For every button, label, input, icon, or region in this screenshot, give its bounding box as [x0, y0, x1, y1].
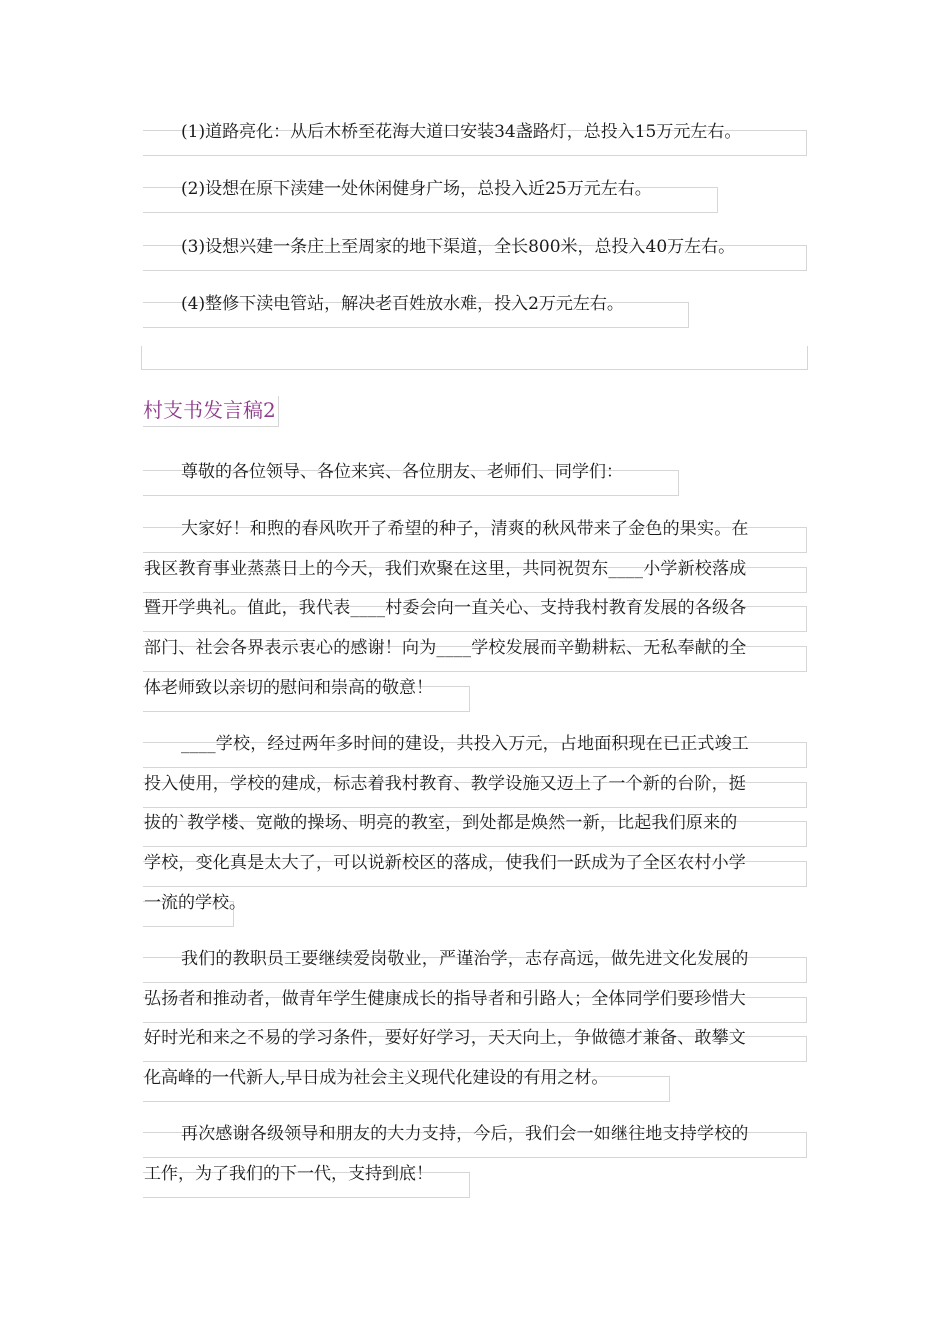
section-title: 村支书发言稿2: [143, 396, 279, 427]
paragraph-line: [143, 734, 807, 768]
paragraph-text: 投入使用，学校的建成，标志着我村教育、教学设施又迈上了一个新的台阶，挺: [144, 774, 746, 794]
paragraph-text: 学校，变化真是太大了，可以说新校区的落成，使我们一跃成为了全区农村小学: [144, 853, 746, 873]
paragraph-text: 我们的教职员工要继续爱岗敬业，严谨治学，志存高远，做先进文化发展的: [181, 949, 749, 969]
paragraph-text: 部门、社会各界表示衷心的感谢！向为____学校发展而辛勤耕耘、无私奉献的全: [144, 638, 747, 658]
paragraph-line: [143, 1028, 807, 1062]
list-item: [143, 179, 718, 213]
paragraph-line: [143, 1124, 807, 1158]
paragraph-text: ____学校，经过两年多时间的建设，共投入万元，占地面积现在已正式竣工: [181, 734, 749, 754]
greeting-line: [143, 462, 679, 496]
paragraph-line: [143, 853, 807, 887]
paragraph-line: [143, 989, 807, 1023]
paragraph-text: 好时光和来之不易的学习条件，要好好学习，天天向上，争做德才兼备、敢攀文: [144, 1028, 746, 1048]
list-item-text: (3)设想兴建一条庄上至周家的地下渠道，全长800米，总投入40万左右。: [181, 237, 736, 257]
paragraph-text: 大家好！和煦的春风吹开了希望的种子，清爽的秋风带来了金色的果实。在: [181, 519, 749, 539]
paragraph-text: 我区教育事业蒸蒸日上的今天，我们欢聚在这里，共同祝贺东____小学新校落成: [144, 559, 747, 579]
paragraph-line: [143, 774, 807, 808]
paragraph-line: [143, 813, 807, 847]
list-item-text: (2)设想在原下渎建一处休闲健身广场，总投入近25万元左右。: [181, 179, 652, 199]
list-item-text: (4)整修下渎电管站，解决老百姓放水难，投入2万元左右。: [181, 294, 624, 314]
paragraph-text: 再次感谢各级领导和朋友的大力支持，今后，我们会一如继往地支持学校的: [181, 1124, 749, 1144]
paragraph-line: [143, 1068, 670, 1102]
list-item-text: (1)道路亮化：从后木桥至花海大道口安装34盏路灯，总投入15万元左右。: [181, 122, 742, 142]
greeting-text: 尊敬的各位领导、各位来宾、各位朋友、老师们、同学们：: [181, 462, 623, 482]
paragraph-line: [143, 1164, 470, 1198]
list-item: [143, 294, 689, 328]
paragraph-line: [143, 559, 807, 593]
paragraph-text: 化高峰的一代新人,早日成为社会主义现代化建设的有用之材。: [144, 1068, 609, 1088]
paragraph-text: 工作，为了我们的下一代，支持到底！: [144, 1164, 433, 1184]
paragraph-line: [143, 949, 807, 983]
empty-block: [141, 346, 808, 370]
paragraph-line: [143, 893, 246, 927]
paragraph-text: 暨开学典礼。值此，我代表____村委会向一直关心、支持我村教育发展的各级各: [144, 598, 747, 618]
list-item: [143, 122, 807, 156]
paragraph-text: 弘扬者和推动者，做青年学生健康成长的指导者和引路人；全体同学们要珍惜大: [144, 989, 746, 1009]
list-item: [143, 237, 807, 271]
paragraph-line: [143, 638, 807, 672]
paragraph-line: [143, 519, 807, 553]
paragraph-text: 拔的`教学楼、宽敞的操场、明亮的教室，到处都是焕然一新，比起我们原来的: [144, 813, 738, 833]
paragraph-line: [143, 678, 470, 712]
paragraph-text: 体老师致以亲切的慰问和崇高的敬意！: [144, 678, 433, 698]
paragraph-text: 一流的学校。: [144, 893, 246, 913]
paragraph-line: [143, 598, 807, 632]
